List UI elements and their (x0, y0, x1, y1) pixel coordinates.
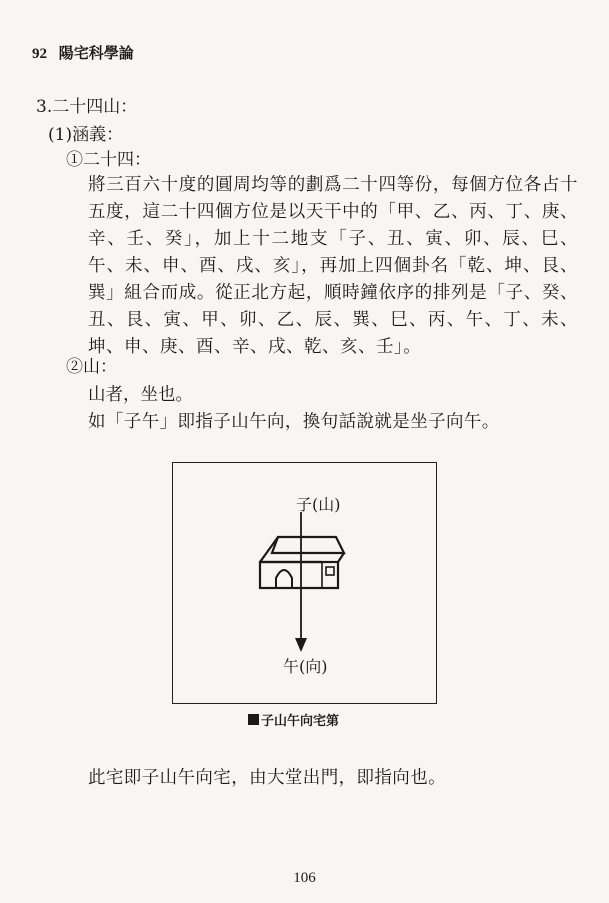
house-door (276, 570, 292, 588)
closing-sentence: 此宅即子山午向宅，由大堂出門，即指向也。 (88, 768, 446, 788)
item1-paragraph: 將三百六十度的圓周均等的劃爲二十四等份，每個方位各占十五度，這二十四個方位是以天干中的「甲、乙、丙、丁、庚、辛、壬、癸」，加上十二地支「子、丑、寅、卯、辰、巳、午、未、申、酉、戌、亥」，再加上四個卦名「乾、坤、艮、巽」組合而成。從正北方起，順時鐘依序的排列是「子、癸、丑、艮、寅、甲、卯、乙、辰、巽、巳、丙、午、丁、未、坤、申、庚、酉、辛、戌、乾、亥、壬」。 (88, 175, 578, 357)
footer-page-number: 106 (293, 870, 316, 886)
item2-line2: 如「子午」即指子山午向，換句話說就是坐子向午。 (88, 412, 500, 432)
label-facing-direction: 午(向) (283, 657, 328, 676)
figure-caption-text: 子山午向宅第 (261, 714, 340, 729)
house-roof-edge-right (338, 553, 344, 562)
subsection-heading: (1)涵義： (48, 125, 124, 145)
item2-label: ②山： (66, 357, 117, 377)
figure-caption (248, 710, 339, 729)
item1-label: ①二十四： (66, 150, 151, 170)
section-heading: 3.二十四山： (36, 97, 138, 117)
house-roof-edge-left (260, 537, 278, 562)
label-sitting-mountain: 子(山) (296, 495, 341, 514)
running-header (32, 42, 134, 63)
header-book-title: 陽宅科學論 (58, 46, 134, 62)
direction-arrowhead (295, 638, 307, 652)
item2-line1: 山者，坐也。 (88, 385, 193, 405)
caption-square-icon (248, 714, 259, 725)
header-page-number: 92 (32, 46, 47, 62)
house-roof (272, 537, 344, 553)
house-window (326, 567, 334, 575)
